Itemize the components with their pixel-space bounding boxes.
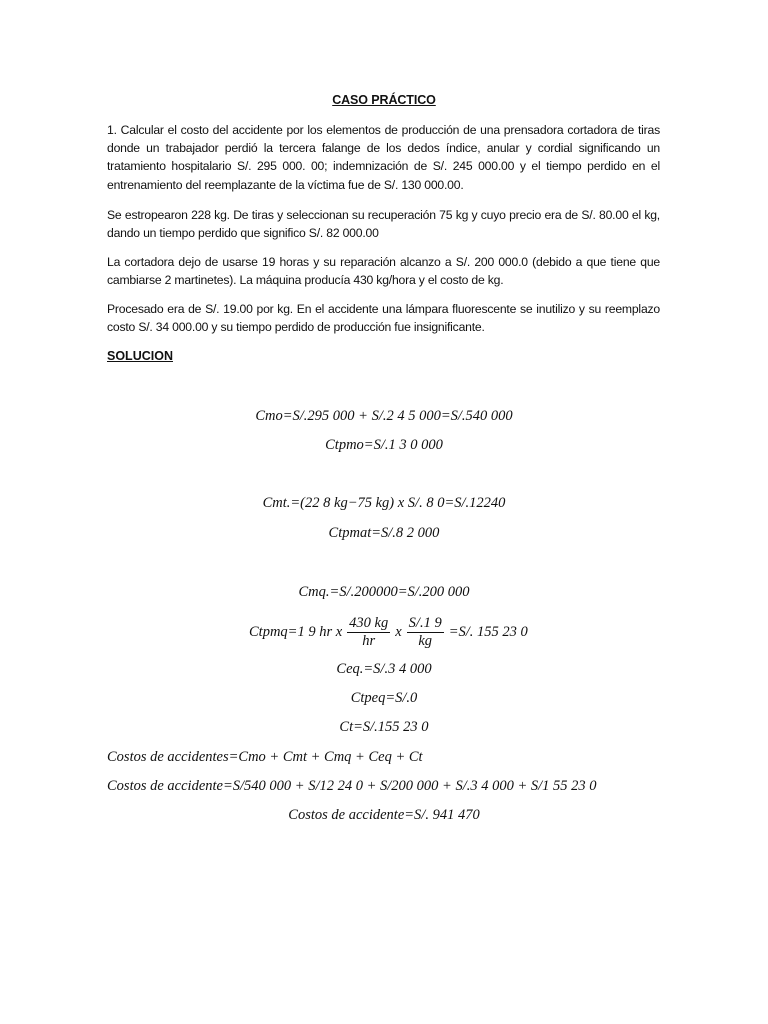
ctpmq-fraction-rate [347, 615, 390, 650]
paragraph-equipment: Procesado era de S/. 19.00 por kg. En el accidente una lámpara fluorescente se inutilizo y su reemplazo costo S/. 34 000.00 y su tiempo perdido de producción fue insignificante. [107, 302, 660, 335]
equation-ceq: Ceq.=S/.3 4 000 [336, 661, 432, 677]
equation-cmq: Cmq.=S/.200000=S/.200 000 [298, 584, 470, 600]
equation-cmt: Cmt.=(22 8 kg−75 kg) x S/. 8 0=S/.12240 [262, 495, 506, 511]
equation-ctpmat: Ctpmat=S/.8 2 000 [328, 525, 440, 541]
equation-ct: Ct=S/.155 23 0 [339, 719, 429, 735]
equation-ctpeq: Ctpeq=S/.0 [350, 690, 418, 706]
paragraph-materials: Se estropearon 228 kg. De tiras y seleccionan su recuperación 75 kg y cuyo precio era de S/. 80.00 el kg, dando un tiempo perdido que significo S/. 82 000.00 [107, 208, 660, 241]
paragraph-problem-statement: 1. Calcular el costo del accidente por los elementos de producción de una prensadora cortadora de tiras donde un trabajador perdió la tercera falange de los dedos índice, anular y cordial significando un tratamiento hospitalario S/. 295 000. 00; indemnización de S/. 245 000.00 y el tiempo perdido en el entrenamiento del reemplazante de la víctima fue de S/. 130 000.00. [107, 123, 660, 192]
fraction-numerator: S/.1 9 [408, 614, 442, 631]
solution-heading: SOLUCION [107, 349, 173, 363]
ctpmq-prefix: Ctpmq=1 9 hr x [249, 623, 343, 640]
equation-costos-formula: Costos de accidentes=Cmo + Cmt + Cmq + Ceq + Ct [107, 749, 423, 765]
fraction-numerator: 430 kg [349, 614, 389, 631]
equation-ctpmq [0, 611, 768, 653]
ctpmq-fraction-price [407, 615, 444, 650]
ctpmq-result: =S/. 155 23 0 [448, 623, 528, 640]
equation-cmo: Cmo=S/.295 000 + S/.2 4 5 000=S/.540 000 [255, 408, 513, 424]
fraction-denominator: kg [418, 632, 433, 649]
equation-ctpmo: Ctpmo=S/.1 3 0 000 [325, 437, 443, 453]
equation-costos-total: Costos de accidente=S/. 941 470 [288, 807, 480, 823]
document-title: CASO PRÁCTICO [332, 93, 436, 107]
fraction-denominator: hr [362, 632, 376, 649]
ctpmq-multiply: x [395, 623, 402, 640]
paragraph-machine: La cortadora dejo de usarse 19 horas y su reparación alcanzo a S/. 200 000.0 (debido a que tiene que cambiarse 2 martinetes). La máquina producía 430 kg/hora y el costo de kg. [107, 255, 660, 288]
equation-costos-sum: Costos de accidente=S/540 000 + S/12 24 0 + S/200 000 + S/.3 4 000 + S/1 55 23 0 [107, 778, 597, 794]
